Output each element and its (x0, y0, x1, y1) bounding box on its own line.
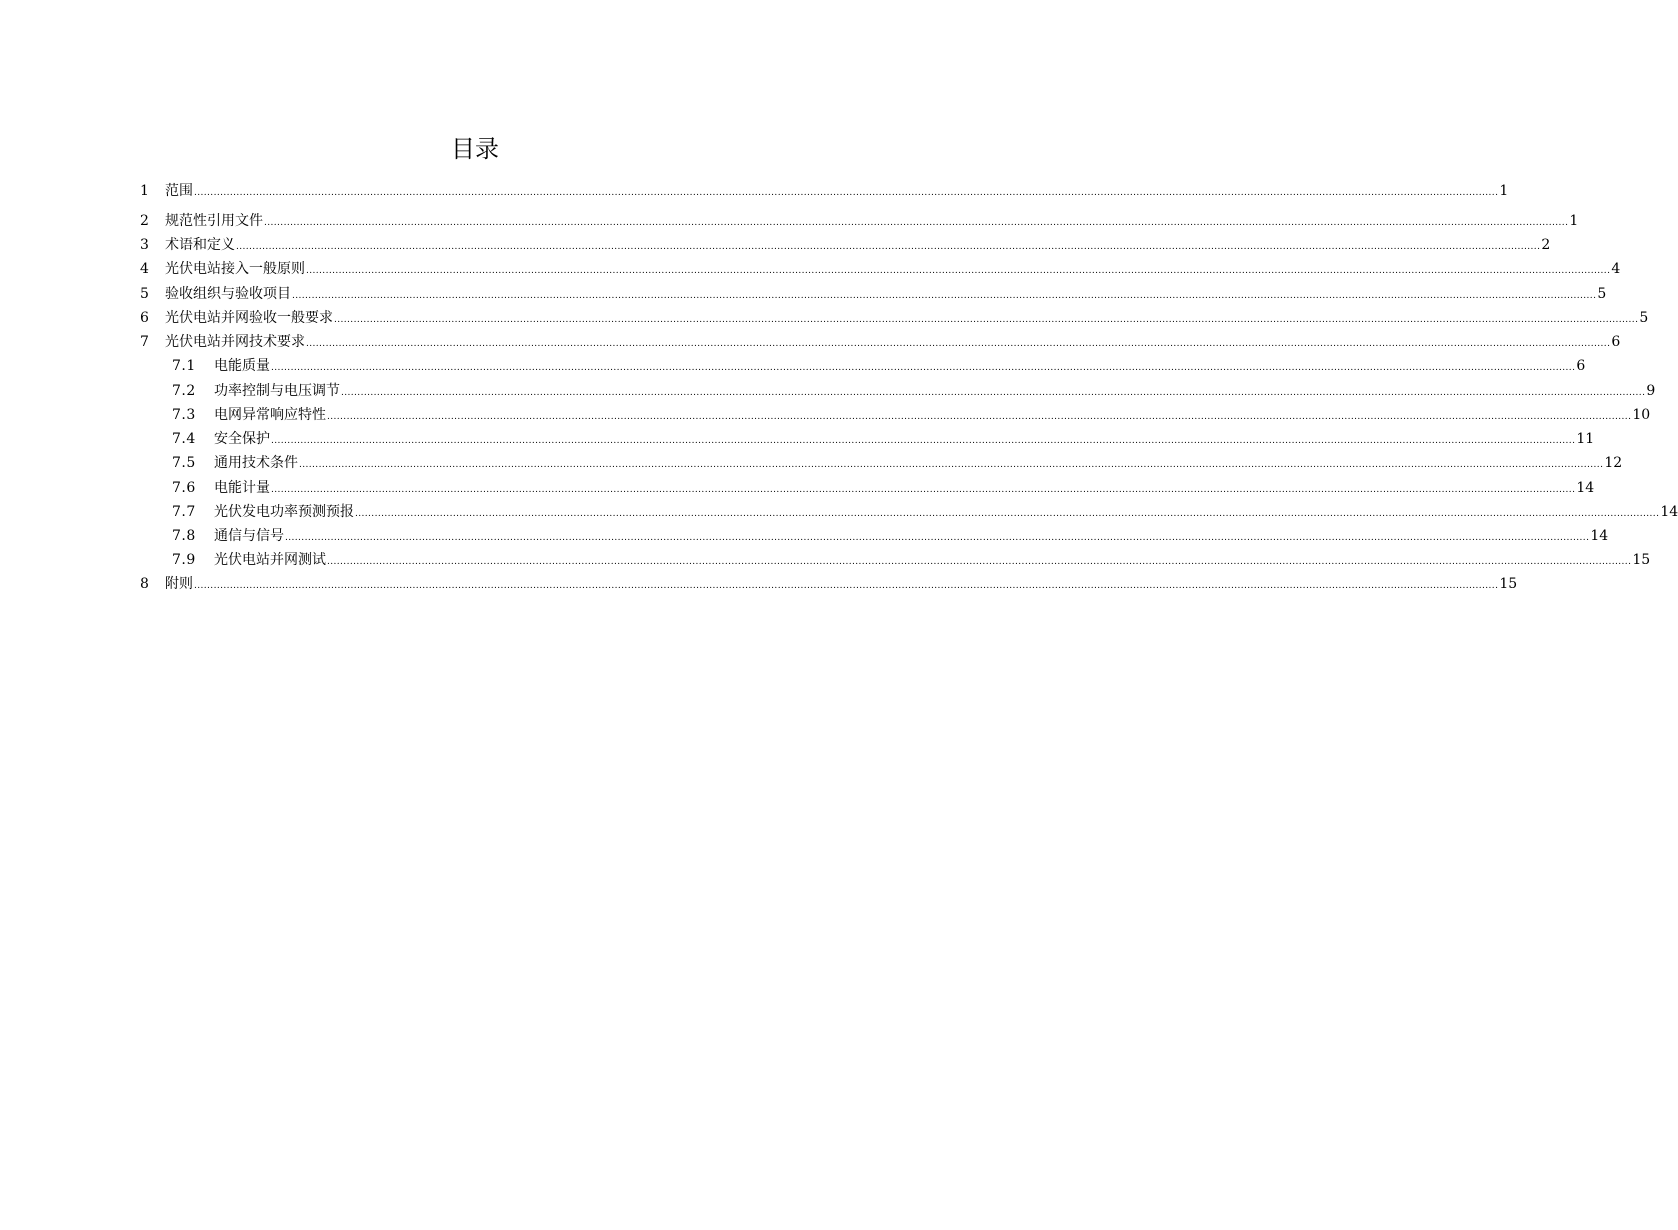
toc-leader-dots: ................................................................................................................................................................................................................................................................................................................................................................................................................ (327, 557, 1632, 567)
toc-entry[interactable] (140, 332, 1621, 354)
toc-entry-title: 光伏电站并网验收一般要求 (165, 310, 333, 326)
toc-entry-title: 通用技术条件 (214, 455, 298, 471)
toc-entry-title: 范围 (165, 183, 193, 199)
toc-entry-number: 7.9 (172, 552, 196, 568)
toc-leader-dots: ................................................................................................................................................................................................................................................................................................................................................................................................................ (271, 363, 1576, 373)
toc-entry-title: 规范性引用文件 (165, 213, 263, 229)
toc-entry-page-number: 1 (1499, 183, 1509, 199)
toc-entry-page-number: 15 (1499, 576, 1518, 592)
toc-entry-number: 1 (140, 183, 149, 199)
toc-entry[interactable] (172, 453, 1623, 475)
toc-entry-page-number: 6 (1576, 358, 1586, 374)
toc-entry[interactable] (172, 381, 1656, 403)
toc-leader-dots: ................................................................................................................................................................................................................................................................................................................................................................................................................ (292, 291, 1597, 301)
toc-leader-dots: ................................................................................................................................................................................................................................................................................................................................................................................................................ (341, 388, 1646, 398)
toc-entry-page-number: 4 (1611, 261, 1621, 277)
toc-entry-page-number: 10 (1632, 407, 1651, 423)
toc-entry[interactable] (172, 405, 1651, 427)
toc-entry-title: 光伏电站接入一般原则 (165, 261, 305, 277)
toc-entry-number: 2 (140, 213, 149, 229)
toc-entry-number: 7.8 (172, 528, 196, 544)
toc-leader-dots: ................................................................................................................................................................................................................................................................................................................................................................................................................ (285, 533, 1590, 543)
toc-entry[interactable] (140, 574, 1518, 596)
toc-leader-dots: ................................................................................................................................................................................................................................................................................................................................................................................................................ (194, 188, 1499, 198)
toc-entry-number: 3 (140, 237, 149, 253)
toc-entry-title: 电网异常响应特性 (214, 407, 326, 423)
toc-entry-number: 7.2 (172, 383, 196, 399)
toc-entry-title: 验收组织与验收项目 (165, 286, 291, 302)
toc-entry-page-number: 5 (1639, 310, 1649, 326)
toc-entry-title: 附则 (165, 576, 193, 592)
toc-entry-page-number: 11 (1576, 431, 1595, 447)
toc-entry-number: 7.6 (172, 480, 196, 496)
toc-leader-dots: ................................................................................................................................................................................................................................................................................................................................................................................................................ (236, 242, 1541, 252)
toc-entry-page-number: 2 (1541, 237, 1551, 253)
toc-leader-dots: ................................................................................................................................................................................................................................................................................................................................................................................................................ (327, 412, 1632, 422)
toc-leader-dots: ................................................................................................................................................................................................................................................................................................................................................................................................................ (355, 509, 1660, 519)
toc-entry-page-number: 1 (1569, 213, 1579, 229)
toc-entry[interactable] (172, 502, 1678, 524)
toc-entry-page-number: 9 (1646, 383, 1656, 399)
toc-leader-dots: ................................................................................................................................................................................................................................................................................................................................................................................................................ (306, 266, 1611, 276)
toc-entry-title: 电能计量 (214, 480, 270, 496)
toc-entry-page-number: 14 (1576, 480, 1595, 496)
toc-entry[interactable] (140, 235, 1551, 257)
toc-entry[interactable] (140, 284, 1607, 306)
toc-entry[interactable] (172, 478, 1595, 500)
toc-leader-dots: ................................................................................................................................................................................................................................................................................................................................................................................................................ (194, 581, 1499, 591)
toc-entry-title: 术语和定义 (165, 237, 235, 253)
toc-entry-title: 光伏电站并网技术要求 (165, 334, 305, 350)
page-title: 目录 (451, 135, 499, 163)
toc-entry[interactable] (172, 550, 1651, 572)
toc-entry-page-number: 14 (1590, 528, 1609, 544)
toc-leader-dots: ................................................................................................................................................................................................................................................................................................................................................................................................................ (271, 436, 1576, 446)
toc-entry-number: 7.1 (172, 358, 196, 374)
toc-entry-page-number: 14 (1660, 504, 1678, 520)
toc-entry[interactable] (140, 259, 1621, 281)
toc-leader-dots: ................................................................................................................................................................................................................................................................................................................................................................................................................ (271, 485, 1576, 495)
toc-entry-number: 7.7 (172, 504, 196, 520)
toc-entry[interactable] (172, 526, 1609, 548)
toc-entry[interactable] (172, 429, 1595, 451)
toc-leader-dots: ................................................................................................................................................................................................................................................................................................................................................................................................................ (306, 339, 1611, 349)
toc-entry-page-number: 12 (1604, 455, 1623, 471)
toc-entry-number: 6 (140, 310, 149, 326)
toc-entry-number: 8 (140, 576, 149, 592)
toc-entry-number: 7 (140, 334, 149, 350)
toc-entry-number: 7.5 (172, 455, 196, 471)
toc-entry-number: 7.4 (172, 431, 196, 447)
toc-entry[interactable] (140, 308, 1649, 330)
toc-entry-title: 电能质量 (214, 358, 270, 374)
toc-entry-number: 7.3 (172, 407, 196, 423)
toc-leader-dots: ................................................................................................................................................................................................................................................................................................................................................................................................................ (299, 460, 1604, 470)
toc-entry-title: 安全保护 (214, 431, 270, 447)
toc-entry-page-number: 15 (1632, 552, 1651, 568)
toc-entry-title: 功率控制与电压调节 (214, 383, 340, 399)
toc-entry[interactable] (172, 356, 1586, 378)
toc-entry-number: 5 (140, 286, 149, 302)
toc-entry-title: 光伏电站并网测试 (214, 552, 326, 568)
toc-entry-number: 4 (140, 261, 149, 277)
toc-entry-title: 通信与信号 (214, 528, 284, 544)
toc-entry[interactable] (140, 211, 1579, 233)
toc-entry-page-number: 6 (1611, 334, 1621, 350)
toc-entry-title: 光伏发电功率预测预报 (214, 504, 354, 520)
toc-entry-page-number: 5 (1597, 286, 1607, 302)
toc-leader-dots: ................................................................................................................................................................................................................................................................................................................................................................................................................ (264, 218, 1569, 228)
toc-leader-dots: ................................................................................................................................................................................................................................................................................................................................................................................................................ (334, 315, 1639, 325)
toc-entry[interactable] (140, 181, 1509, 203)
